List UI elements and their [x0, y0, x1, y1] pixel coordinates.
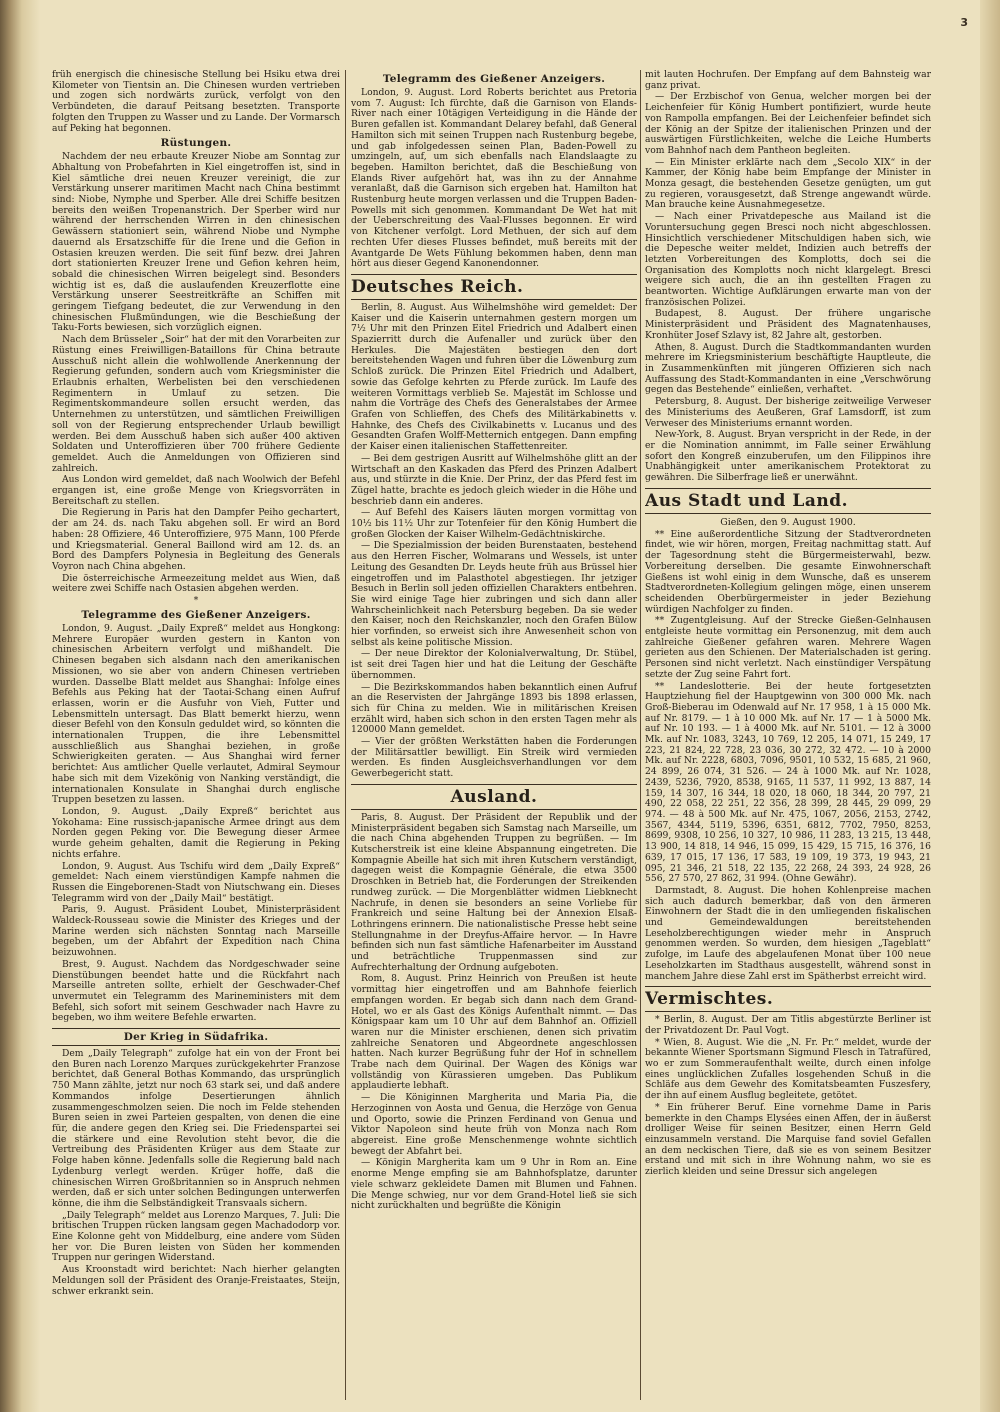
article-paragraph: London, 9. August. Lord Roberts berichtet aus Pretoria vom 7. August: Ich fürchte, daß die Garnison von Elands-River nach einer 10tägigen Verteidigung in die Hände der Buren gefallen ist. Kommandant Delarey befahl, daß General Hamilton sich mit seinen Truppen nach Rustenburg begebe, und gab infolgedessen seinen Plan, Baden-Powell zu umzingeln, auf, um sich ebenfalls nach Elandslaagte zu begeben. Hamilton berichtet, daß die Beschießung von Elands River aufgehört hat, was ihn zu der Annahme veranlaßt, daß die Garnison sich ergeben hat. Hamilton hat Rustenburg heute morgen verlassen und die Truppen Baden-Powells mit sich genommen. Kommandant De Wet hat mit der Ueberschreitung des Vaal-Flusses begonnen. Er wird von Kitchener verfolgt. Lord Methuen, der sich auf dem rechten Ufer dieses Flusses befindet, muß bereits mit der Avantgarde De Wets Fühlung bekommen haben, denn man hört aus dieser Gegend Kanonendonner. [351, 87, 637, 270]
article-paragraph: Die österreichische Armeezeitung meldet aus Wien, daß weitere zwei Schiffe nach Ostasien abgehen werden. [52, 572, 340, 595]
article-paragraph: Paris, 8. August. Der Präsident der Republik und der Ministerpräsident begaben sich Samstag nach Marseille, um die nach China abgehenden Truppen zu begrüßen. — Im Kutscherstreik ist eine kleine Abspannung eingetreten. Die Kompagnie Abeille hat sich mit ihren Kutschern verständigt, dagegen weist die Kompagnie Générale, die etwa 3500 Droschken in Betrieb hat, die Forderungen der Streikenden rundweg zurück. — Die Morgenblätter widmen Liebknecht Nachrufe, in denen sie besonders an seine Vorliebe für Frankreich und seine Haltung bei der Annexion Elsaß-Lothringens erinnern. Die nationalistische Presse hebt seine Stellungnahme in der Dreyfus-Affaire hervor. — In Havre befinden sich nun fast sämtliche Hafenarbeiter im Ausstand und beträchtliche Truppenmassen sind zur Aufrechterhaltung der Ordnung aufgeboten. [351, 811, 637, 973]
article-paragraph: * Berlin, 8. August. Der am Titlis abgestürzte Berliner ist der Privatdozent Dr. Paul Vogt. [645, 1014, 931, 1036]
section-heading-large: Deutsches Reich. [351, 274, 637, 300]
article-paragraph: — Der neue Direktor der Kolonialverwaltung, Dr. Stübel, ist seit drei Tagen hier und hat die Leitung der Geschäfte übernommen. [351, 648, 637, 681]
article-paragraph: London, 9. August. „Daily Expreß“ meldet aus Hongkong: Mehrere Europäer wurden gestern in Kanton von chinesischen Arbeitern verfolgt und mißhandelt. Die Chinesen begaben sich alsdann nach den amerikanischen Missionen, wo sie aber von andern Chinesen vertrieben wurden. Dasselbe Blatt meldet aus Shanghai: Infolge eines Befehls aus Peking hat der Taotai-Schang einen Aufruf erlassen, worin er die Ausfuhr von Vieh, Futter und Lebensmitteln untersagt. Das Blatt bemerkt hierzu, wenn dieser Befehl von den Konsuln geduldet wird, so könnten die internationalen Truppen, die ihre Lebensmittel ausschließlich aus Shanghai beziehen, in große Schwierigkeiten geraten. — Aus Shanghai wird ferner berichtet: Aus amtlicher Quelle verlautet, Admiral Seymour habe sich mit dem Vizekönig von Nanking verständigt, die internationalen Konsulate in Shanghai durch englische Truppen besetzen zu lassen. [52, 623, 340, 806]
article-paragraph: ** Landeslotterie. Bei der heute fortgesetzten Hauptziehung fiel der Hauptgewinn von 300 000 Mk. nach Groß-Bieberau im Odenwald auf Nr. 17 958, 1 à 15 000 Mk. auf Nr. 8179. — 1 à 10 000 Mk. auf Nr. 17 — 1 à 5000 Mk. auf Nr. 10 193. — 1 à 4000 Mk. auf Nr. 5101. — 12 à 3000 Mk. auf Nr. 1083, 3243, 10 769, 12 205, 14 071, 15 249, 17 223, 21 824, 22 728, 23 036, 30 272, 32 472. — 10 à 2000 Mk. auf Nr. 2228, 6803, 7096, 9501, 10 532, 15 685, 21 960, 24 899, 26 074, 31 526. — 24 à 1000 Mk. auf Nr. 1028, 2439, 5236, 7920, 8538, 9165, 11 537, 11 992, 13 887, 14 159, 14 307, 16 344, 18 020, 18 060, 18 344, 20 797, 21 490, 22 058, 22 251, 22 356, 28 399, 28 445, 29 099, 29 974. — 48 à 500 Mk. auf Nr. 475, 1067, 2056, 2153, 2742, 3567, 4344, 5119, 5396, 6351, 6812, 7702, 7950, 8253, 8699, 9308, 10 256, 10 327, 10 986, 11 283, 13 215, 13 448, 13 900, 14 818, 14 946, 15 099, 15 429, 15 715, 16 376, 16 639, 17 015, 17 136, 17 583, 19 109, 19 373, 19 943, 21 095, 21 346, 21 518, 22 135, 22 268, 24 393, 24 928, 26 556, 27 570, 27 862, 31 994. (Ohne Gewähr). [645, 680, 931, 885]
column-1 [52, 70, 340, 1400]
article-paragraph: — Bei dem gestrigen Ausritt auf Wilhelmshöhe glitt an der Wirtschaft an den Kaskaden das Pferd des Prinzen Adalbert aus, und stürzte in die Knie. Der Prinz, der das Pferd fest im Zügel hatte, brachte es jedoch gleich wieder in die Höhe und beschrieb dann ein anderes. [351, 452, 637, 507]
article-paragraph: Berlin, 8. August. Aus Wilhelmshöhe wird gemeldet: Der Kaiser und die Kaiserin unternahmen gestern morgen um 7½ Uhr mit den Prinzen Eitel Friedrich und Adalbert einen Spazierritt durch die Aufenaller und zurück über den Herkules. Die Majestäten bestiegen den dort bereitstehenden Wagen und fuhren über die Löwenburg zum Schloß zurück. Die Prinzen Eitel Friedrich und Adalbert, sowie das Gefolge kehrten zu Pferde zurück. Im Laufe des weiteren Vormittags verblieb Se. Majestät im Schlosse und nahm die Vorträge des Chefs des Generalstabes der Armee Grafen von Schlieffen, des Chefs des Militärkabinetts v. Hahnke, des Chefs des Civilkabinetts v. Lucanus und des Gesandten Grafen Wolff-Metternich entgegen. Dann empfing der Kaiser einen italienischen Staffettenreiter. [351, 301, 637, 453]
section-heading: Rüstungen. [160, 137, 232, 150]
article-paragraph: — Die Königinnen Margherita und Maria Pia, die Herzoginnen von Aosta und Genua, die Herzöge von Genua und Oporto, sowie die Prinzen Ferdinand von Genua und Viktor Napoleon sind heute früh von Monza nach Rom abgereist. Eine große Menschenmenge wohnte sichtlich bewegt der Abfahrt bei. [351, 1092, 637, 1157]
article-paragraph: mit lauten Hochrufen. Der Empfang auf dem Bahnsteig war ganz privat. [645, 70, 931, 91]
article-paragraph: ** Zugentgleisung. Auf der Strecke Gießen-Gelnhausen entgleiste heute vormittag ein Personenzug, mit dem auch zahlreiche Gießener gefahren waren. Mehrere Wagen gerieten aus den Schienen. Der Materialschaden ist gering. Personen sind nicht verletzt. Nach einstündiger Verspätung setzte der Zug seine Fahrt fort. [645, 615, 931, 680]
article-paragraph: Darmstadt, 8. August. Die hohen Kohlenpreise machen sich auch dadurch bemerkbar, daß von den ärmeren Einwohnern der Stadt die in den umliegenden fiskalischen und Gemeindewaldungen bereitstehenden Leseholzberechtigungen wieder mehr in Anspruch genommen werden. So wurden, dem hiesigen „Tageblatt“ zufolge, im Laufe des abgelaufenen Monat über 100 neue Leseholzkarten im Stadthaus ausgestellt, während sonst in manchem Jahre diese Zahl erst im Spätherbst erreicht wird. [645, 884, 931, 982]
article-paragraph: Nach dem Brüsseler „Soir“ hat der mit den Vorarbeiten zur Rüstung eines Freiwilligen-Bataillons für China betraute Ausschuß nicht allein die wohlwollende Anerkennung der Regierung gefunden, sondern auch vom Kriegsminister die Erlaubnis erhalten, Werbelisten bei den verschiedenen Regimentern in Umlauf zu setzen. Die Regimentskommandeure sollen ersucht werden, das Unternehmen zu unterstützen, und sämtlichen Freiwilligen soll von der Regierung entsprechender Urlaub bewilligt werden. Bei dem Ausschuß haben sich außer 400 aktiven Soldaten und Unteroffizieren über 700 frühere Gediente gemeldet. Auch die Anmeldungen von Offizieren sind zahlreich. [52, 334, 340, 474]
section-heading-large: Vermischtes. [645, 986, 931, 1012]
article-paragraph: ** Eine außerordentliche Sitzung der Stadtverordneten findet, wie wir hören, morgen, Freitag nachmittag statt. Auf der Tagesordnung steht die Bürgermeisterwahl, bezw. Vorbereitung derselben. Die gesamte Einwohnerschaft Gießens ist wohl einig in dem Wunsche, daß es unserem Stadtverordneten-Kollegium gelingen möge, einen unserem scheidenden Oberbürgermeister in jeder Beziehung würdigen Nachfolger zu finden. [645, 528, 931, 615]
article-paragraph: Rom, 8. August. Prinz Heinrich von Preußen ist heute vormittag hier eingetroffen und am Bahnhofe feierlich empfangen worden. Er begab sich dann nach dem Grand-Hotel, wo er als Gast des Königs Aufenthalt nimmt. — Das Königspaar kam um 10 Uhr auf dem Bahnhof an. Offiziell waren nur die Minister erschienen, denen sich privatim zahlreiche Senatoren und Abgeordnete angeschlossen hatten. Nach kurzer Begrüßung fuhr der Hof in schnellem Trabe nach dem Quirinal. Der Wagen des Königs war vollständig von Kürassieren umgeben. Das Publikum applaudierte lebhaft. [351, 973, 637, 1092]
article-paragraph: * Ein früherer Beruf. Eine vornehme Dame in Paris bemerkte in den Champs Elysées einen Affen, der in äußerst drolliger Weise für seinen Besitzer, einen Herrn Geld einzusammeln verstand. Die Marquise fand soviel Gefallen an dem neckischen Tiere, daß sie es von seinem Besitzer erstand und mit sich in ihre Wohnung nahm, wo sie es zierlich kleiden und seine Dressur sich angelegen [645, 1101, 931, 1178]
article-paragraph: Petersburg, 8. August. Der bisherige zeitweilige Verweser des Ministeriums des Aeußeren, Graf Lamsdorff, ist zum Verweser des Ministeriums ernannt worden. [645, 396, 931, 429]
article-paragraph: — Auf Befehl des Kaisers läuten morgen vormittag von 10½ bis 11½ Uhr zur Totenfeier für den König Humbert die großen Glocken der Kaiser Wilhelm-Gedächtniskirche. [351, 507, 637, 540]
article-paragraph: — Ein Minister erklärte nach dem „Secolo XIX“ in der Kammer, der König habe beim Empfange der Minister in Monza gesagt, die bestehenden Gesetze genügten, um gut zu regieren, vorausgesetzt, daß Strenge angewandt würde. Man brauche keine Ausnahmegesetze. [645, 156, 931, 211]
separator-star: * [193, 596, 199, 607]
page-number: 3 [960, 16, 968, 29]
article-paragraph: Aus London wird gemeldet, daß nach Woolwich der Befehl ergangen ist, eine große Menge von Kriegsvorräten in Bereitschaft zu stellen. [52, 474, 340, 507]
article-paragraph: — Der Erzbischof von Genua, welcher morgen bei der Leichenfeier für König Humbert pontifiziert, wurde heute von Rampolla empfangen. Bei der Leichenfeier befindet sich der König an der Spitze der italienischen Prinzen und der auswärtigen Fürstlichkeiten, welche die Leiche Humberts vom Bahnhof nach dem Pantheon begleiten. [645, 91, 931, 156]
article-paragraph: „Daily Telegraph“ meldet aus Lorenzo Marques, 7. Juli: Die britischen Truppen rücken langsam gegen Machadodorp vor. Eine Kolonne geht von Middelburg, eine andere vom Süden her vor. Die Buren leisten von Süden her kommenden Truppen nur geringen Widerstand. [52, 1209, 340, 1264]
section-heading-large: Ausland. [351, 784, 637, 810]
section-heading: Telegramm des Gießener Anzeigers. [382, 73, 606, 85]
column-3 [645, 70, 931, 1400]
binding-margin [2, 60, 12, 1360]
article-paragraph: Athen, 8. August. Durch die Stadtkommandanten wurden mehrere im Kriegsministerium beschäftigte Hauptleute, die in Zusammenkünften mit jüngeren Offizieren sich nach Auffassung des Stadt-Kommandanten in eine „Verschwörung gegen das Bestehende“ einließen, verhaftet. [645, 341, 931, 396]
article-paragraph: Die Regierung in Paris hat den Dampfer Peiho gechartert, der am 24. ds. nach Taku abgehen soll. Er wird an Bord haben: 28 Offiziere, 46 Unteroffiziere, 975 Mann, 100 Pferde und Kriegsmaterial. General Baillond wird am 12. ds. an Bord des Dampfers Polynesia in Begleitung des Generals Voyron nach China abgehen. [52, 507, 340, 572]
article-paragraph: — Die Bezirkskommandos haben bekanntlich einen Aufruf an die Reservisten der Jahrgänge 1893 bis 1898 erlassen, sich für China zu melden. Wie in militärischen Kreisen erzählt wird, haben sich schon in den ersten Tagen mehr als 120000 Mann gemeldet. [351, 681, 637, 736]
article-paragraph: — Königin Margherita kam um 9 Uhr in Rom an. Eine enorme Menge empfing sie am Bahnhofsplatze, darunter viele schwarz gekleidete Damen mit Blumen und Fahnen. Die Menge schwieg, nur vor dem Grand-Hotel ließ sie sich nicht zurückhalten und begrüßte die Königin [351, 1157, 637, 1212]
dateline: Gießen, den 9. August 1900. [720, 516, 856, 528]
article-paragraph: — Die Spezialmission der beiden Burenstaaten, bestehend aus den Herren Fischer, Wolmarans und Wessels, ist unter Leitung des Gesandten Dr. Leyds heute früh aus Brüssel hier eingetroffen und im Palasthotel abgestiegen. Ihr jetziger Besuch in Berlin soll jeden offiziellen Charakters entbehren. Sie wird einige Tage hier zubringen und sich dann aller Wahrscheinlichkeit nach Petersburg begeben. Da sie weder den Kaiser, noch den Reichskanzler, noch den Grafen Bülow hier vorfinden, so erweist sich ihre Anwesenheit schon von selbst als keine politische Mission. [351, 540, 637, 648]
article-paragraph: Budapest, 8. August. Der frühere ungarische Ministerpräsident und Präsident des Magnatenhauses, Kronhüter Josef Szlavy ist, 82 Jahre alt, gestorben. [645, 308, 931, 341]
article-paragraph: Nachdem der neu erbaute Kreuzer Niobe am Sonntag zur Abhaltung von Probefahrten in Kiel eingetroffen ist, sind in Kiel sämtliche drei neuen Kreuzer vereinigt, die zur Verstärkung unserer maritimen Macht nach China bestimmt sind: Niobe, Nymphe und Sperber. Alle drei Schiffe besitzen bereits den weißen Tropenanstrich. Der Sperber wird nur während der herrschenden Wirren in den chinesischen Gewässern stationiert sein, während Niobe und Nymphe dauernd als Ersatzschiffe für die Irene und die Gefion in Ostasien kreuzen werden. Die seit fünf bezw. drei Jahren dort stationierten Kreuzer Irene und Gefion kehren heim, sobald die chinesischen Wirren beigelegt sind. Besonders wichtig ist es, daß die auslaufenden Kreuzerflotte eine Verstärkung unserer Seestreitkräfte an Schiffen mit geringem Tiefgang bedeutet, die zur Verwendung in den chinesischen Flußmündungen, wie die Beschießung der Taku-Forts bewiesen, sich vorzüglich eignen. [52, 151, 340, 334]
article-paragraph: London, 9. August. Aus Tschifu wird dem „Daily Expreß“ gemeldet: Nach einem vierstündigen Kampfe nahmen die Russen die Eingeborenen-Stadt von Niutschwang ein. Dieses Telegramm wird von der „Daily Mail“ bestätigt. [52, 860, 340, 904]
section-heading: Der Krieg in Südafrika. [52, 1028, 340, 1046]
article-paragraph: * Wien, 8. August. Wie die „N. Fr. Pr.“ meldet, wurde der bekannte Wiener Sportsmann Sigmund Flesch in Tatrafüred, wo er zum Sommeraufenthalt weilte, durch einen infolge eines unglücklichen Zufalles losgehenden Schuß in die Schläfe aus dem Gewehr des Komitatsbeamten Fuszesfery, der ihn auf einem Ausflug begleitete, getötet. [645, 1036, 931, 1102]
article-paragraph: früh energisch die chinesische Stellung bei Hsiku etwa drei Kilometer von Tientsin an. Die Chinesen wurden vertrieben und zogen sich nordwärts zurück, verfolgt von den Verbündeten, die darauf Peitsang besetzten. Transporte folgten den Truppen zu Wasser und zu Lande. Der Vormarsch auf Peking hat begonnen. [52, 70, 340, 134]
article-paragraph: — Nach einer Privatdepesche aus Mailand ist die Voruntersuchung gegen Bresci noch nicht abgeschlossen. Hinsichtlich verschiedener Mitschuldigen haben sich, wie die Depesche weiter meldet, Indizien auch betreffs der letzten Vorbereitungen des Komplotts, doch sei die Organisation des Komplotts noch nicht klargelegt. Bresci weigere sich auch, die an ihn gestellten Fragen zu beantworten. Wichtige Aufklärungen erwarte man von der französischen Polizei. [645, 211, 931, 308]
article-paragraph: Aus Kroonstadt wird berichtet: Nach hierher gelangten Meldungen soll der Präsident des Oranje-Freistaates, Steijn, schwer erkrankt sein. [52, 1264, 340, 1297]
section-heading: Telegramme des Gießener Anzeigers. [81, 609, 311, 622]
article-paragraph: Dem „Daily Telegraph“ zufolge hat ein von der Front bei den Buren nach Lorenzo Marques zurückgekehrter Franzose berichtet, daß General Bothas Kommando, das ursprünglich 750 Mann zählte, jetzt nur noch 63 stark sei, und daß andere Kommandos infolge Desertierungen ähnlich zusammengeschmolzen seien. Die noch im Felde stehenden Buren seien in zwei Parteien gespalten, von denen die eine für, die andere gegen den Krieg sei. Die Friedenspartei sei die stärkere und eine Revolution steht bevor, die die Vertreibung des Präsidenten Krüger aus dem Staate zur Folge haben könne. Jedenfalls solle die Regierung bald nach Lydenburg verlegt werden. Krüger hoffe, daß die chinesischen Wirren Großbritannien so in Anspruch nehmen werden, daß er sich unter solchen Bedingungen unterwerfen könne, die ihm die Selbständigkeit Transvaals sichern. [52, 1048, 340, 1209]
article-paragraph: — Vier der größten Werkstätten haben die Forderungen der Militärsattler bewilligt. Ein Streik wird vermieden werden. Es finden Ausgleichsverhandlungen vor dem Gewerbegericht statt. [351, 736, 637, 780]
page-edge [980, 0, 1000, 1412]
column-rule [640, 70, 641, 1400]
article-paragraph: London, 9. August. „Daily Expreß“ berichtet aus Yokohama: Eine russisch-japanische Armee dringt aus dem Norden gegen Peking vor. Die Bewegung dieser Armee wurde geheim gehalten, damit die Regierung in Peking nichts erfahre. [52, 806, 340, 860]
column-2 [351, 70, 637, 1400]
column-rule [345, 70, 346, 1400]
article-paragraph: New-York, 8. August. Bryan verspricht in der Rede, in der er die Nomination annimmt, im Falle seiner Erwählung sofort den Kongreß einzuberufen, um den Filippinos ihre Unabhängigkeit unter amerikanischem Protektorat zu gewähren. Die Silberfrage ließ er unerwähnt. [645, 429, 931, 484]
section-heading-large: Aus Stadt und Land. [645, 488, 931, 514]
article-paragraph: Paris, 9. August. Präsident Loubet, Ministerpräsident Waldeck-Rousseau sowie die Minister des Krieges und der Marine werden sich nächsten Sonntag nach Marseille begeben, um der Abfahrt der Expedition nach China beizuwohnen. [52, 904, 340, 959]
article-paragraph: Brest, 9. August. Nachdem das Nordgeschwader seine Dienstübungen beendet hatte und die Rückfahrt nach Marseille antreten sollte, erhielt der Geschwader-Chef unvermutet ein Telegramm des Marineministers mit dem Befehl, sich sofort mit seinem Geschwader nach Havre zu begeben, wo ihm weitere Befehle erwarten. [52, 958, 340, 1024]
